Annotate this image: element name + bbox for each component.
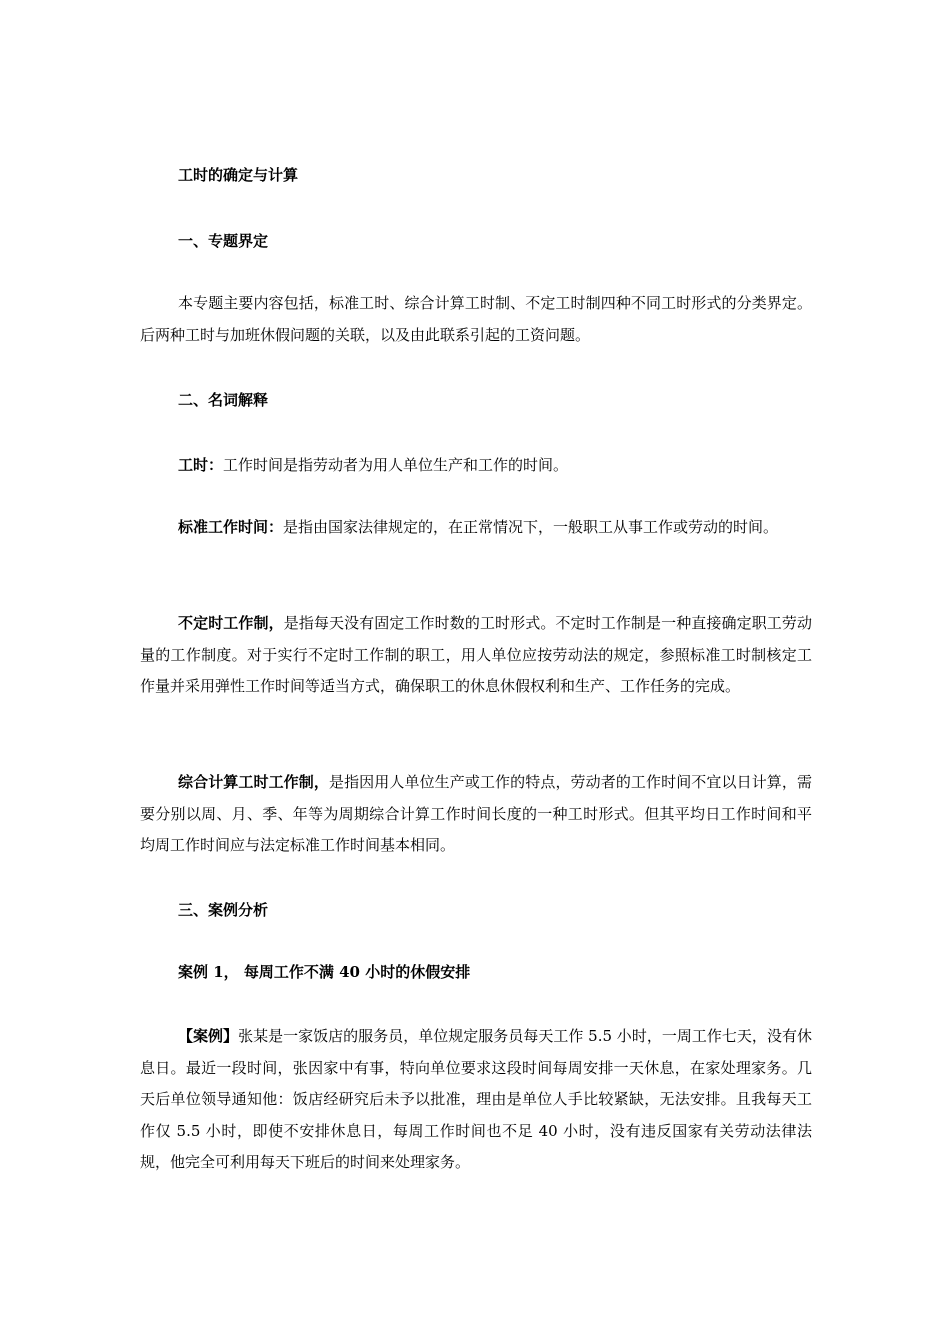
definition-term: 标准工作时间：: [178, 518, 284, 536]
definition-flexible-hours: [140, 608, 812, 703]
definition-text: 是指由国家法律规定的，在正常情况下，一般职工从事工作或劳动的时间。: [283, 518, 779, 536]
case-label: 【案例】: [178, 1027, 239, 1045]
section-heading-cases: 三、案例分析: [178, 901, 269, 919]
document-title: 工时的确定与计算: [178, 166, 299, 184]
definition-work-hours: [140, 450, 812, 482]
section-heading-scope: 一、专题界定: [178, 232, 269, 250]
definition-text: 工作时间是指劳动者为用人单位生产和工作的时间。: [223, 456, 569, 474]
scope-paragraph: 本专题主要内容包括，标准工时、综合计算工时制、不定工时制四种不同工时形式的分类界定。后两种工时与加班休假问题的关联，以及由此联系引起的工资问题。: [140, 294, 812, 344]
definition-term: 综合计算工时工作制，: [178, 773, 329, 791]
definition-text: 是指因用人单位生产或工作的特点，劳动者的工作时间不宜以日计算，需要分别以周、月、季、年等为周期综合计算工作时间长度的一种工时形式。但其平均日工作时间和平均周工作时间应与法定标准工作时间基本相同。: [140, 773, 812, 854]
definition-text: 是指每天没有固定工作时数的工时形式。不定时工作制是一种直接确定职工劳动量的工作制度。对于实行不定时工作制的职工，用人单位应按劳动法的规定，参照标准工时制核定工作量并采用弹性工作时间等适当方式，确保职工的休息休假权利和生产、工作任务的完成。: [140, 614, 812, 695]
definition-term: 工时：: [178, 456, 224, 474]
case-text: 张某是一家饭店的服务员，单位规定服务员每天工作 5.5 小时，一周工作七天，没有休息日。最近一段时间，张因家中有事，特向单位要求这段时间每周安排一天休息，在家处理家务。几天后单位领导通知他：饭店经研究后未予以批准，理由是单位人手比较紧缺，无法安排。且我每天工作仅 5.5 小时，即使不安排休息日，每周工作时间也不足 40 小时，没有违反国家有关劳动法律法规，他完全可利用每天下班后的时间来处理家务。: [140, 1027, 812, 1171]
definition-term: 不定时工作制，: [178, 614, 284, 632]
definition-standard-hours: [140, 512, 812, 544]
definition-comprehensive-hours: [140, 767, 812, 862]
section-heading-terms: 二、名词解释: [178, 391, 269, 409]
case1-heading: 案例 1， 每周工作不满 40 小时的休假安排: [178, 963, 471, 981]
case1-paragraph: [140, 1021, 812, 1179]
